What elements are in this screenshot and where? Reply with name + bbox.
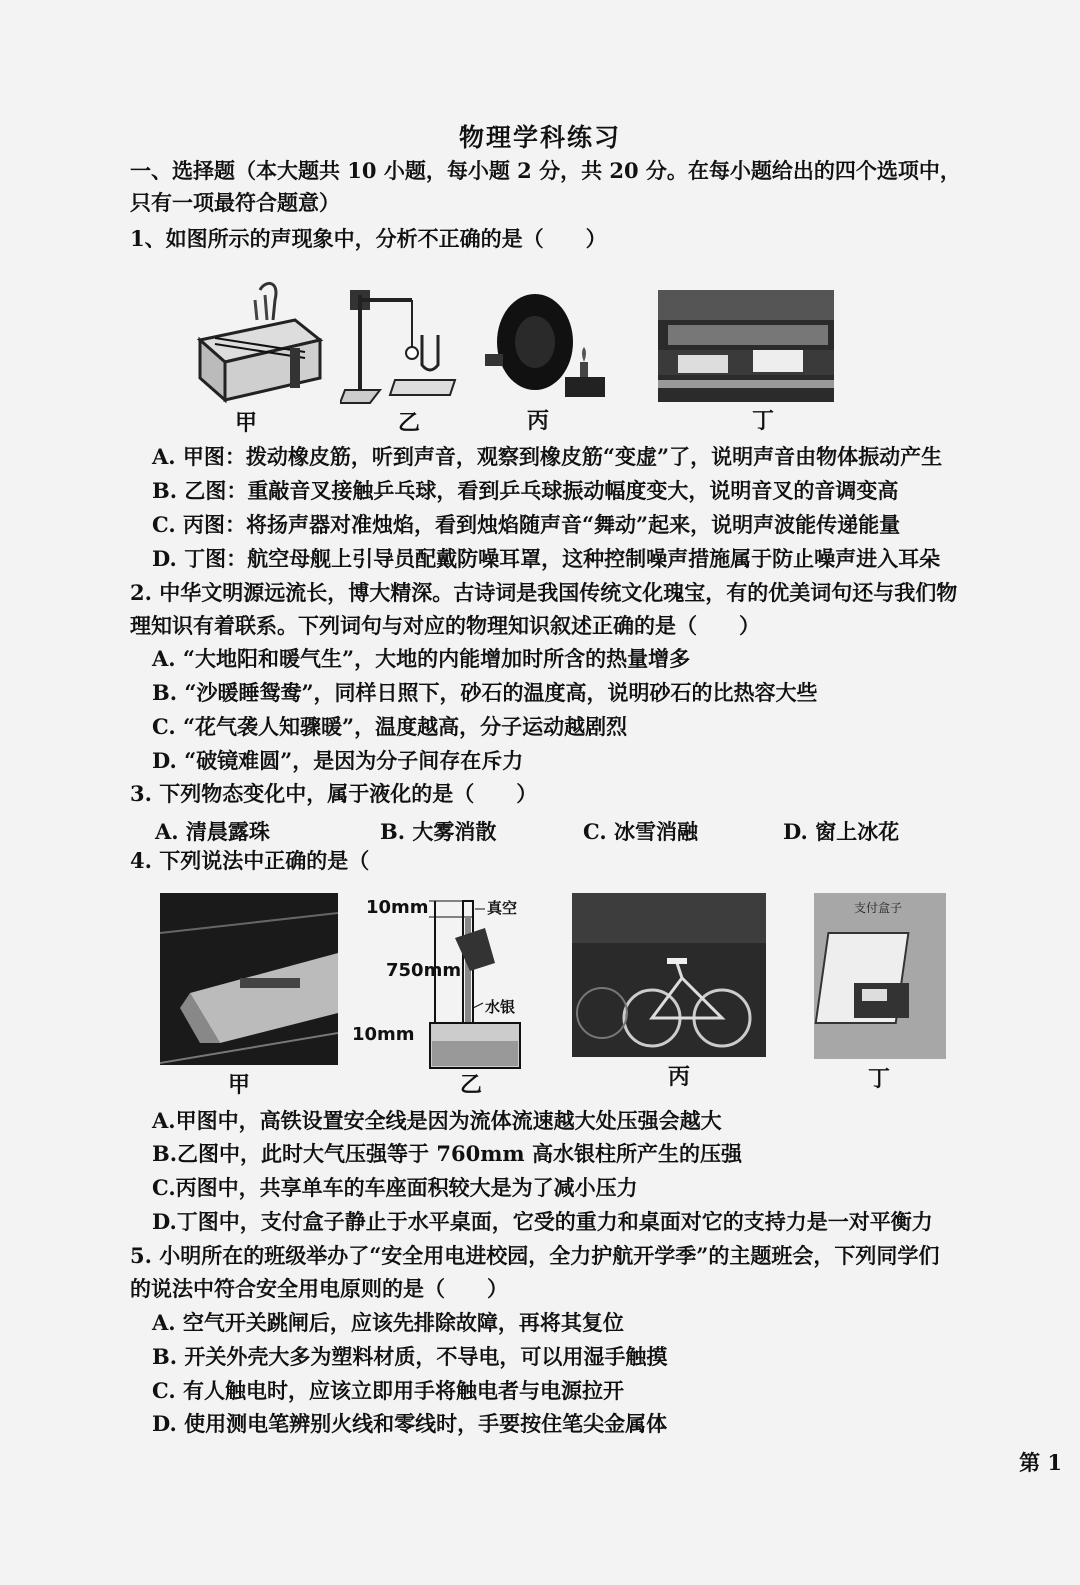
q5-option-a: A. 空气开关跳闸后，应该先排除故障，再将其复位 xyxy=(152,1310,624,1335)
q4-figure-jia xyxy=(160,893,338,1065)
q4-label-750mm: 750mm xyxy=(386,960,462,981)
q1-figure-yi xyxy=(340,285,460,410)
q1-option-c: C. 丙图：将扬声器对准烛焰，看到烛焰随声音“舞动”起来，说明声波能传递能量 xyxy=(152,512,901,537)
q1-option-d: D. 丁图：航空母舰上引导员配戴防噪耳罩，这种控制噪声措施属于防止噪声进入耳朵 xyxy=(152,546,941,571)
page-number: 第 1 xyxy=(1019,1450,1062,1475)
q2-option-b: B. “沙暖睡鸳鸯”，同样日照下，砂石的温度高，说明砂石的比热容大些 xyxy=(152,680,818,705)
q2-stem-line1: 2. 中华文明源远流长，博大精深。古诗词是我国传统文化瑰宝，有的优美词句还与我们物 xyxy=(130,580,958,605)
q3-option-a: A. 清晨露珠 xyxy=(155,819,270,844)
q4-label-vacuum: 真空 xyxy=(487,899,518,917)
q4-option-c: C.丙图中，共享单车的车座面积较大是为了减小压力 xyxy=(152,1175,638,1200)
q4-label-ding: 丁 xyxy=(868,1067,891,1092)
payment-box-icon xyxy=(814,893,946,1059)
q4-option-a: A.甲图中，高铁设置安全线是因为流体流速越大处压强会越大 xyxy=(152,1108,722,1133)
q4-figure-ding xyxy=(814,893,946,1059)
q3-stem: 3. 下列物态变化中，属于液化的是（ ） xyxy=(130,781,538,806)
section-instruction-line2: 只有一项最符合题意） xyxy=(130,190,340,215)
q5-stem-line2: 的说法中符合安全用电原则的是（ ） xyxy=(130,1276,508,1301)
q2-option-c: C. “花气袭人知骤暖”，温度越高，分子运动越剧烈 xyxy=(152,714,628,739)
q4-label-bottom-10mm: 10mm xyxy=(352,1024,415,1045)
q2-stem-line2: 理知识有着联系。下列词句与对应的物理知识叙述正确的是（ ） xyxy=(130,613,760,638)
q1-stem: 1、如图所示的声现象中，分析不正确的是（ ） xyxy=(130,226,607,251)
q1-label-jia: 甲 xyxy=(235,411,258,436)
tuning-fork-icon xyxy=(422,335,438,370)
q4-label-yi: 乙 xyxy=(460,1073,483,1098)
q5-option-b: B. 开关外壳大多为塑料材质，不导电，可以用湿手触摸 xyxy=(152,1344,668,1369)
q4-label-top-10mm: 10mm xyxy=(366,897,429,918)
q4-figure-yi-barometer xyxy=(355,893,555,1073)
q3-option-b: B. 大雾消散 xyxy=(380,819,497,844)
page-title: 物理学科练习 xyxy=(458,123,621,152)
q4-option-b: B.乙图中，此时大气压强等于 760mm 高水银柱所产生的压强 xyxy=(152,1141,742,1166)
q1-figure-jia xyxy=(195,280,325,405)
candle-icon xyxy=(565,377,605,397)
q1-label-yi: 乙 xyxy=(398,411,421,436)
q1-option-a: A. 甲图：拨动橡皮筋，听到声音，观察到橡皮筋“变虚”了，说明声音由物体振动产生 xyxy=(152,444,943,469)
q1-label-ding: 丁 xyxy=(752,409,775,434)
q4-figure-bing xyxy=(572,893,766,1057)
section-instruction-line1: 一、选择题（本大题共 10 小题，每小题 2 分，共 20 分。在每小题给出的四个选项中， xyxy=(130,158,961,183)
q4-label-mercury: 水银 xyxy=(485,998,516,1016)
bicycle-icon xyxy=(572,893,766,1057)
q5-option-c: C. 有人触电时，应该立即用手将触电者与电源拉开 xyxy=(152,1378,624,1403)
q3-option-c: C. 冰雪消融 xyxy=(583,819,698,844)
q3-option-d: D. 窗上冰花 xyxy=(783,819,900,844)
q2-option-a: A. “大地阳和暖气生”，大地的内能增加时所含的热量增多 xyxy=(152,646,691,671)
pingpong-ball-icon xyxy=(406,347,418,359)
q4-label-jia: 甲 xyxy=(228,1073,251,1098)
q1-option-b: B. 乙图：重敲音叉接触乒乓球，看到乒乓球振动幅度变大，说明音叉的音调变高 xyxy=(152,478,899,503)
q5-option-d: D. 使用测电笔辨别火线和零线时，手要按住笔尖金属体 xyxy=(152,1411,668,1436)
q4-label-bing: 丙 xyxy=(668,1065,691,1090)
q5-stem-line1: 5. 小明所在的班级举办了“安全用电进校园，全力护航开学季”的主题班会，下列同学们 xyxy=(130,1243,940,1268)
q2-option-d: D. “破镜难圆”，是因为分子间存在斥力 xyxy=(152,748,524,773)
payment-box-caption: 支付盒子 xyxy=(854,901,903,915)
train-icon xyxy=(160,893,338,1065)
q1-label-bing: 丙 xyxy=(527,409,550,434)
q1-figure-bing xyxy=(485,292,610,407)
q4-stem: 4. 下列说法中正确的是（ xyxy=(130,848,370,873)
q1-figure-ding xyxy=(658,290,834,402)
q4-option-d: D.丁图中，支付盒子静止于水平桌面，它受的重力和桌面对它的支持力是一对平衡力 xyxy=(152,1209,933,1234)
